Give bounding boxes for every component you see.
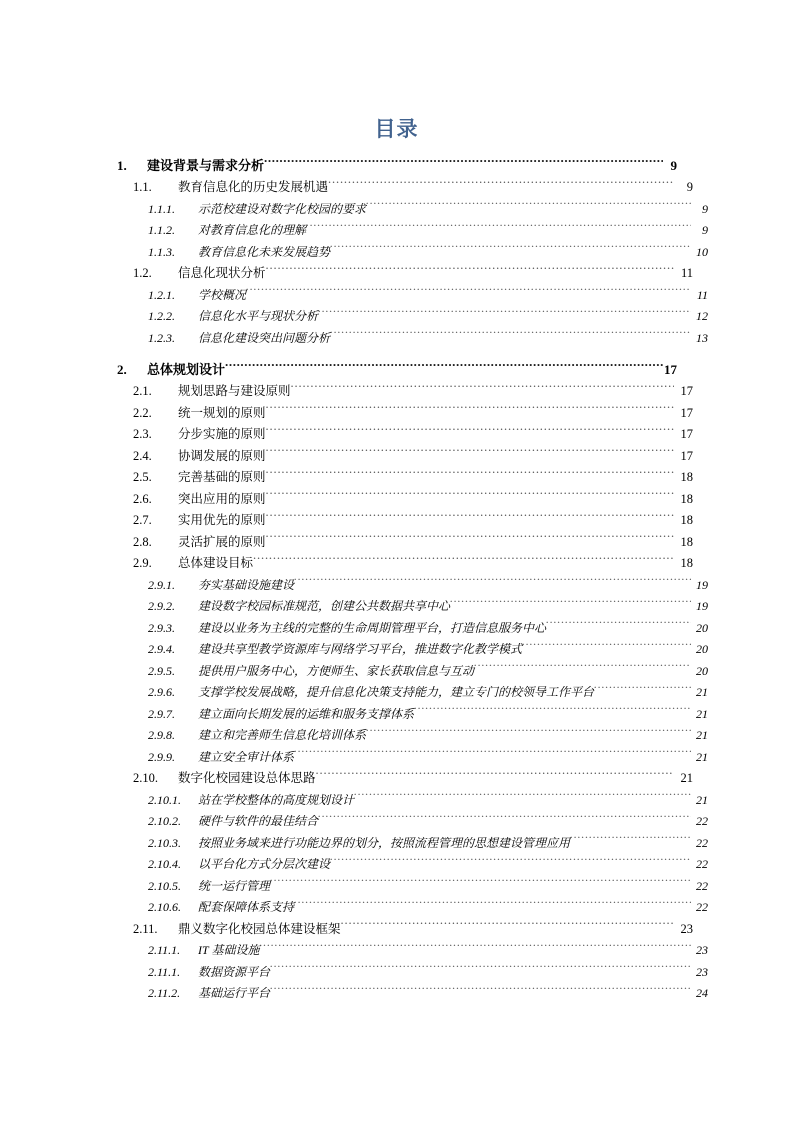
toc-entry-label: 示范校建设对数字化校园的要求: [198, 201, 367, 216]
dot-leader: [291, 383, 674, 396]
dot-leader: [264, 157, 663, 170]
toc-entry-page-number: 23: [680, 921, 693, 936]
dot-leader: [246, 287, 691, 299]
dot-leader: [266, 426, 674, 439]
toc-entry-page-number: 20: [696, 620, 708, 635]
toc-entry-label: 分步实施的原则: [178, 427, 266, 441]
toc-entry-level-2[interactable]: [133, 381, 693, 403]
toc-entry-label: 统一运行管理: [198, 878, 271, 893]
toc-entry-page-number: 12: [696, 309, 708, 323]
dot-leader: [330, 856, 691, 868]
toc-entry-level-3[interactable]: [148, 983, 708, 1005]
toc-entry-number: 2.10.4.: [148, 857, 181, 871]
dot-leader: [259, 942, 691, 954]
toc-entry-page-number: 13: [696, 330, 708, 345]
toc-entry-label: 教育信息化的历史发展机遇: [178, 180, 329, 194]
dot-leader: [318, 308, 691, 320]
dot-leader: [318, 813, 691, 825]
toc-entry-label: 硬件与软件的最佳结合: [198, 814, 319, 828]
toc-entry-page-number: 22: [696, 900, 708, 914]
toc-entry-level-2[interactable]: [133, 263, 693, 285]
toc-entry-level-3[interactable]: [148, 897, 708, 919]
dot-leader: [266, 404, 674, 417]
toc-entry-number: 2.9.4.: [148, 642, 175, 656]
toc-entry-level-3[interactable]: [148, 639, 708, 661]
toc-entry-page-number: 18: [680, 556, 693, 570]
toc-entry-number: 2.3.: [133, 427, 152, 441]
dot-leader: [330, 330, 691, 342]
dot-leader: [266, 447, 674, 460]
toc-entry-number: 2.9.3.: [148, 620, 175, 635]
toc-entry-level-3[interactable]: [148, 328, 708, 350]
dot-leader: [294, 577, 691, 589]
toc-entry-page-number: 9: [670, 158, 677, 173]
toc-entry-level-3[interactable]: [148, 575, 708, 597]
toc-entry-number: 2.1.: [133, 384, 152, 398]
toc-entry-level-3[interactable]: [148, 811, 708, 833]
toc-entry-page-number: 21: [696, 749, 708, 764]
dot-leader: [546, 620, 691, 632]
dot-leader: [316, 770, 674, 783]
toc-entry-level-3[interactable]: [148, 661, 708, 683]
dot-leader: [266, 265, 674, 278]
toc-entry-page-number: 17: [680, 448, 693, 463]
toc-entry-label: 统一规划的原则: [178, 405, 266, 420]
dot-leader: [328, 179, 674, 192]
toc-entry-number: 1.2.1.: [148, 287, 175, 302]
toc-entry-number: 2.9.2.: [148, 599, 175, 613]
toc-entry-label: 基础运行平台: [198, 986, 271, 1000]
dot-leader: [306, 222, 691, 234]
toc-entry-number: 2.2.: [133, 405, 152, 420]
toc-entry-level-2[interactable]: [133, 446, 693, 468]
toc-entry-level-2[interactable]: [133, 768, 693, 790]
dot-leader: [294, 899, 691, 911]
toc-entry-number: 2.6.: [133, 491, 152, 506]
toc-entry-number: 2.: [117, 362, 127, 377]
toc-entry-level-2[interactable]: [133, 424, 693, 446]
toc-entry-label: 夯实基础设施建设: [198, 577, 295, 592]
toc-entry-label: 提供用户服务中心，方便师生、家长获取信息与互动: [198, 663, 475, 678]
dot-leader: [450, 598, 691, 610]
toc-entry-level-3[interactable]: [148, 876, 708, 898]
toc-entry-level-2[interactable]: [133, 532, 693, 554]
toc-entry-label: 灵活扩展的原则: [178, 534, 266, 549]
dot-leader: [366, 201, 691, 213]
dot-leader: [354, 792, 691, 804]
toc-entry-label: 信息化水平与现状分析: [198, 309, 319, 323]
toc-entry-page-number: 21: [696, 685, 708, 699]
toc-entry-level-2[interactable]: [133, 510, 693, 532]
toc-entry-number: 2.10.: [133, 771, 158, 785]
toc-entry-page-number: 23: [696, 943, 708, 957]
dot-leader: [594, 684, 691, 696]
toc-entry-number: 2.11.: [133, 921, 158, 936]
toc-entry-number: 2.8.: [133, 534, 152, 549]
toc-entry-label: 信息化现状分析: [178, 266, 266, 280]
toc-entry-page-number: 17: [680, 384, 693, 398]
toc-entry-level-3[interactable]: [148, 704, 708, 726]
toc-entry-label: 建设以业务为主线的完整的生命周期管理平台，打造信息服务中心: [198, 620, 547, 635]
toc-entry-page-number: 18: [680, 534, 693, 549]
toc-entry-page-number: 17: [680, 405, 693, 420]
toc-entry-page-number: 10: [696, 244, 708, 259]
dot-leader: [253, 555, 674, 568]
toc-entry-label: 总体建设目标: [178, 556, 254, 570]
toc-entry-number: 2.5.: [133, 470, 152, 484]
toc-entry-level-3[interactable]: [148, 940, 708, 962]
toc-entry-number: 2.7.: [133, 513, 152, 527]
dot-leader: [366, 727, 691, 739]
toc-entry-page-number: 21: [696, 728, 708, 742]
toc-entry-label: 信息化建设突出问题分析: [198, 330, 331, 345]
toc-entry-label: 实用优先的原则: [178, 513, 266, 527]
toc-entry-page-number: 22: [696, 814, 708, 828]
dot-leader: [270, 985, 691, 997]
toc-entry-page-number: 21: [696, 706, 708, 721]
dot-leader: [266, 469, 674, 482]
page-title: 目录: [374, 117, 419, 141]
dot-leader: [270, 964, 691, 976]
toc-entry-number: 1.2.: [133, 266, 152, 280]
toc-entry-label: 支撑学校发展战略，提升信息化决策支持能力，建立专门的校领导工作平台: [198, 685, 595, 699]
dot-leader: [266, 512, 674, 525]
toc-entry-level-3[interactable]: [148, 199, 708, 221]
toc-entry-number: 2.9.1.: [148, 577, 175, 592]
toc-entry-number: 1.1.3.: [148, 244, 175, 259]
toc-entry-level-2[interactable]: [133, 553, 693, 575]
toc-entry-level-3[interactable]: [148, 285, 708, 307]
toc-entry-level-3[interactable]: [148, 242, 708, 264]
toc-entry-number: 2.9.5.: [148, 663, 175, 678]
toc-entry-page-number: 18: [680, 470, 693, 484]
toc-entry-page-number: 20: [696, 642, 708, 656]
toc-entry-label: 教育信息化未来发展趋势: [198, 244, 331, 259]
toc-entry-number: 2.9.8.: [148, 728, 175, 742]
toc-entry-level-3[interactable]: [148, 790, 708, 812]
toc-entry-number: 1.2.2.: [148, 309, 175, 323]
toc-entry-level-2[interactable]: [133, 467, 693, 489]
toc-entry-label: 鼎义数字化校园总体建设框架: [178, 921, 341, 936]
toc-entry-number: 2.10.1.: [148, 792, 181, 807]
toc-entry-page-number: 22: [696, 878, 708, 893]
dot-leader: [270, 878, 691, 890]
toc-entry-number: 1.1.: [133, 180, 152, 194]
toc-entry-level-3[interactable]: [148, 854, 708, 876]
toc-entry-page-number: 18: [680, 513, 693, 527]
toc-entry-page-number: 11: [680, 266, 693, 280]
toc-entry-number: 2.11.2.: [148, 986, 181, 1000]
toc-entry-label: 站在学校整体的高度规划设计: [198, 792, 355, 807]
dot-leader: [474, 663, 691, 675]
toc-entry-page-number: 19: [696, 577, 708, 592]
toc-entry-number: 2.11.1.: [148, 964, 181, 979]
toc-entry-page-number: 19: [696, 599, 708, 613]
toc-entry-number: 1.2.3.: [148, 330, 175, 345]
toc-entry-level-2[interactable]: [133, 403, 693, 425]
toc-entry-label: 规划思路与建设原则: [178, 384, 291, 398]
toc-entry-label: 建立安全审计体系: [198, 749, 295, 764]
toc-entry-level-2[interactable]: [133, 177, 693, 199]
toc-entry-label: 以平台化方式分层次建设: [198, 857, 331, 871]
toc-entry-label: 建立面向长期发展的运维和服务支撑体系: [198, 706, 415, 721]
toc-entry-level-3[interactable]: [148, 682, 708, 704]
toc-entry-page-number: 22: [696, 835, 708, 850]
toc-entry-label: 协调发展的原则: [178, 448, 266, 463]
toc-entry-label: 按照业务域来进行功能边界的划分，按照流程管理的思想建设管理应用: [198, 835, 571, 850]
toc-entry-label: 突出应用的原则: [178, 491, 266, 506]
toc-entry-level-3[interactable]: [148, 962, 708, 984]
dot-leader: [266, 533, 674, 546]
dot-leader: [225, 361, 663, 374]
toc-entry-page-number: 17: [664, 362, 677, 377]
toc-entry-page-number: 9: [702, 201, 708, 216]
toc-entry-level-3[interactable]: [148, 618, 708, 640]
toc-entry-number: 2.10.2.: [148, 814, 181, 828]
toc-entry-label: 数字化校园建设总体思路: [178, 771, 316, 785]
toc-entry-number: 2.9.6.: [148, 685, 175, 699]
toc-entry-page-number: 9: [702, 223, 708, 237]
toc-entry-level-3[interactable]: [148, 747, 708, 769]
toc-entry-number: 2.11.1.: [148, 943, 181, 957]
toc-entry-page-number: 22: [696, 857, 708, 871]
toc-entry-level-3[interactable]: [148, 306, 708, 328]
toc-entry-page-number: 9: [686, 180, 693, 194]
toc-entry-level-2[interactable]: [133, 919, 693, 941]
dot-leader: [266, 490, 674, 503]
toc-entry-level-2[interactable]: [133, 489, 693, 511]
toc-entry-page-number: 11: [696, 287, 708, 302]
toc-entry-label: IT 基础设施: [198, 943, 260, 957]
toc-entry-page-number: 17: [680, 427, 693, 441]
table-of-contents: [117, 155, 708, 1005]
toc-entry-number: 1.1.1.: [148, 201, 175, 216]
toc-entry-label: 学校概况: [198, 287, 247, 302]
toc-entry-number: 1.1.2.: [148, 223, 175, 237]
dot-leader: [414, 706, 691, 718]
toc-entry-page-number: 18: [680, 491, 693, 506]
dot-leader: [522, 641, 691, 653]
toc-entry-label: 完善基础的原则: [178, 470, 266, 484]
toc-entry-page-number: 24: [696, 986, 708, 1000]
toc-entry-label: 配套保障体系支持: [198, 900, 295, 914]
toc-entry-level-1[interactable]: [117, 155, 677, 177]
toc-entry-label: 建设背景与需求分析: [147, 158, 265, 173]
toc-entry-number: 2.9.7.: [148, 706, 175, 721]
dot-leader: [570, 835, 691, 847]
toc-entry-level-1[interactable]: [117, 359, 677, 381]
toc-entry-level-3[interactable]: [148, 725, 708, 747]
toc-entry-level-3[interactable]: [148, 220, 708, 242]
toc-entry-label: 总体规划设计: [147, 362, 226, 377]
toc-entry-label: 建设共享型教学资源库与网络学习平台，推进数字化教学模式: [198, 642, 523, 656]
toc-entry-level-3[interactable]: [148, 596, 708, 618]
dot-leader: [330, 244, 691, 256]
toc-entry-label: 建设数字校园标准规范，创建公共数据共享中心: [198, 599, 451, 613]
toc-entry-page-number: 23: [696, 964, 708, 979]
toc-entry-number: 2.9.9.: [148, 749, 175, 764]
toc-entry-number: 2.10.3.: [148, 835, 181, 850]
toc-entry-page-number: 21: [680, 771, 693, 785]
toc-entry-page-number: 21: [696, 792, 708, 807]
toc-entry-number: 2.10.5.: [148, 878, 181, 893]
toc-entry-page-number: 20: [696, 663, 708, 678]
toc-entry-number: 2.4.: [133, 448, 152, 463]
toc-entry-label: 数据资源平台: [198, 964, 271, 979]
toc-entry-number: 2.9.: [133, 556, 152, 570]
dot-leader: [341, 920, 674, 933]
toc-entry-number: 2.10.6.: [148, 900, 181, 914]
toc-entry-level-3[interactable]: [148, 833, 708, 855]
toc-entry-number: 1.: [117, 158, 127, 173]
toc-entry-label: 对教育信息化的理解: [198, 223, 307, 237]
toc-entry-label: 建立和完善师生信息化培训体系: [198, 728, 367, 742]
dot-leader: [294, 749, 691, 761]
